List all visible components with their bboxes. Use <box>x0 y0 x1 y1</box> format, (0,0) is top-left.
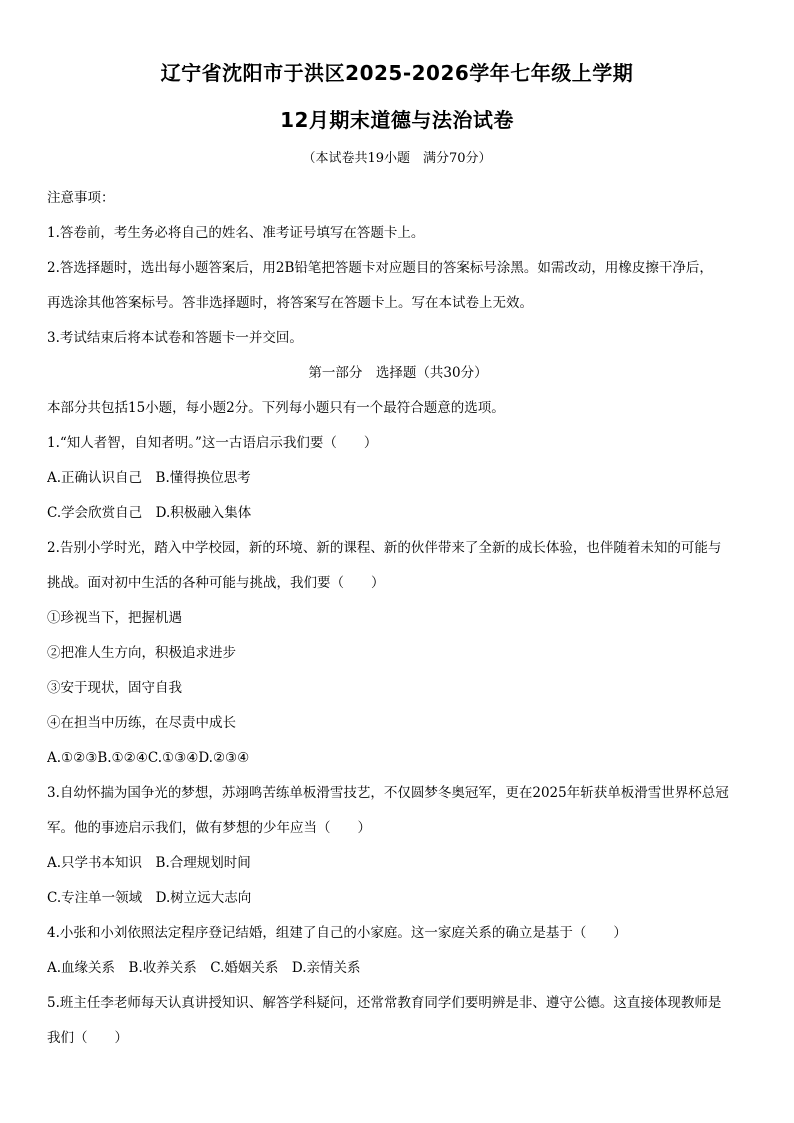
part1-heading: 第一部分 选择题（共30分） <box>308 365 488 381</box>
q2-item-3: ③安于现状，固守自我 <box>47 680 182 696</box>
q2-item-4: ④在担当中历练，在尽责中成长 <box>47 715 236 731</box>
notice-heading: 注意事项： <box>47 190 115 206</box>
q2-stem-line1: 2.告别小学时光，踏入中学校园，新的环境、新的课程、新的伙伴带来了全新的成长体验，也伴随着未知的可能与 <box>47 540 722 556</box>
notice-item-3: 3.考试结束后将本试卷和答题卡一并交回。 <box>47 330 303 346</box>
part1-intro: 本部分共包括15小题，每小题2分。下列每小题只有一个最符合题意的选项。 <box>47 400 505 416</box>
notice-item-2-line2: 再选涂其他答案标号。答非选择题时，将答案写在答题卡上。写在本试卷上无效。 <box>47 295 533 311</box>
q2-options: A.①②③B.①②④C.①③④D.②③④ <box>47 750 250 766</box>
q2-item-1: ①珍视当下，把握机遇 <box>47 610 182 626</box>
q4-stem: 4.小张和小刘依照法定程序登记结婚，组建了自己的小家庭。这一家庭关系的确立是基于（ ） <box>47 925 627 941</box>
q2-item-2: ②把准人生方向，积极追求进步 <box>47 645 236 661</box>
q3-options-line1: A.只学书本知识 B.合理规划时间 <box>47 855 251 871</box>
notice-item-2-line1: 2.答选择题时，选出每小题答案后，用2B铅笔把答题卡对应题目的答案标号涂黑。如需改动，用橡皮擦干净后， <box>47 260 713 276</box>
exam-body <box>47 181 749 1056</box>
q5-stem-line2: 我们（ ） <box>47 1030 128 1046</box>
q3-options-line2: C.专注单一领域 D.树立远大志向 <box>47 890 252 906</box>
notice-item-1: 1.答卷前，考生务必将自己的姓名、准考证号填写在答题卡上。 <box>47 225 425 241</box>
exam-title-line1: 辽宁省沈阳市于洪区2025-2026学年七年级上学期 <box>160 61 634 85</box>
exam-title-line2: 12月期末道德与法治试卷 <box>280 108 514 132</box>
q2-stem-line2: 挑战。面对初中生活的各种可能与挑战，我们要（ ） <box>47 575 385 591</box>
q3-stem-line2: 军。他的事迹启示我们，做有梦想的少年应当（ ） <box>47 820 371 836</box>
q3-stem-line1: 3.自幼怀揣为国争光的梦想，苏翊鸣苦练单板滑雪技艺，不仅圆梦冬奥冠军，更在2025年斩获单板滑雪世界杯总冠 <box>47 785 729 801</box>
q1-options-line1: A.正确认识自己 B.懂得换位思考 <box>47 470 251 486</box>
q4-options: A.血缘关系 B.收养关系 C.婚姻关系 D.亲情关系 <box>47 960 361 976</box>
q5-stem-line1: 5.班主任李老师每天认真讲授知识、解答学科疑问，还常常教育同学们要明辨是非、遵守公德。这直接体现教师是 <box>47 995 722 1011</box>
q1-options-line2: C.学会欣赏自己 D.积极融入集体 <box>47 505 252 521</box>
exam-subtitle: （本试卷共19小题 满分70分） <box>302 151 492 166</box>
q1-stem: 1.“知人者智，自知者明。”这一古语启示我们要（ ） <box>47 435 378 451</box>
